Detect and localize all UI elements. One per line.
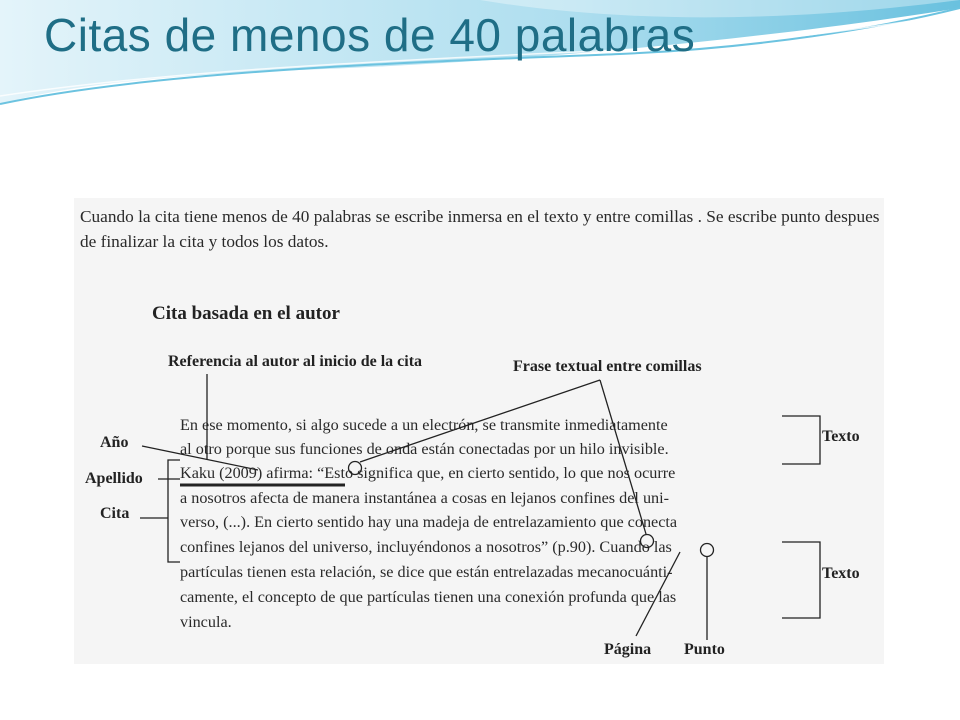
example-line: a nosotros afecta de manera instantánea a cosas en lejanos confines del uni-	[180, 489, 670, 507]
example-line: verso, (...). En cierto sentido hay una madeja de entrelazamiento que conecta	[180, 513, 678, 531]
example-line: camente, el concepto de que partículas tienen una conexión profunda que las	[180, 588, 677, 606]
intro-paragraph: Cuando la cita tiene menos de 40 palabras se escribe inmersa en el texto y entre comillas . Se escribe punto despues de finalizar la cita y todos los datos.	[80, 207, 880, 251]
label-text-top: Texto	[822, 428, 860, 445]
example-line: al otro porque sus funciones de onda están conectadas por un hilo invisible.	[180, 440, 669, 458]
label-text-bottom: Texto	[822, 565, 860, 582]
example-line: vincula.	[180, 613, 232, 631]
example-line: En ese momento, si algo sucede a un electrón, se transmite inmediatamente	[180, 416, 668, 434]
label-quote-phrase: Frase textual entre comillas	[513, 358, 702, 375]
label-period: Punto	[684, 641, 725, 658]
label-reference: Referencia al autor al inicio de la cita	[168, 353, 423, 370]
label-surname: Apellido	[85, 470, 143, 487]
label-cite: Cita	[100, 505, 130, 522]
label-page: Página	[604, 641, 652, 658]
example-line: Kaku (2009) afirma: “Esto significa que, en cierto sentido, lo que nos ocurre	[180, 464, 676, 482]
example-line: confines lejanos del universo, incluyéndonos a nosotros” (p.90). Cuando las	[180, 538, 672, 556]
example-line: partículas tienen esta relación, se dice que están entrelazadas mecanocuánti-	[180, 563, 673, 581]
slide-title: Citas de menos de 40 palabras	[44, 9, 696, 61]
example-subtitle: Cita basada en el autor	[152, 303, 340, 324]
label-year: Año	[100, 434, 129, 451]
